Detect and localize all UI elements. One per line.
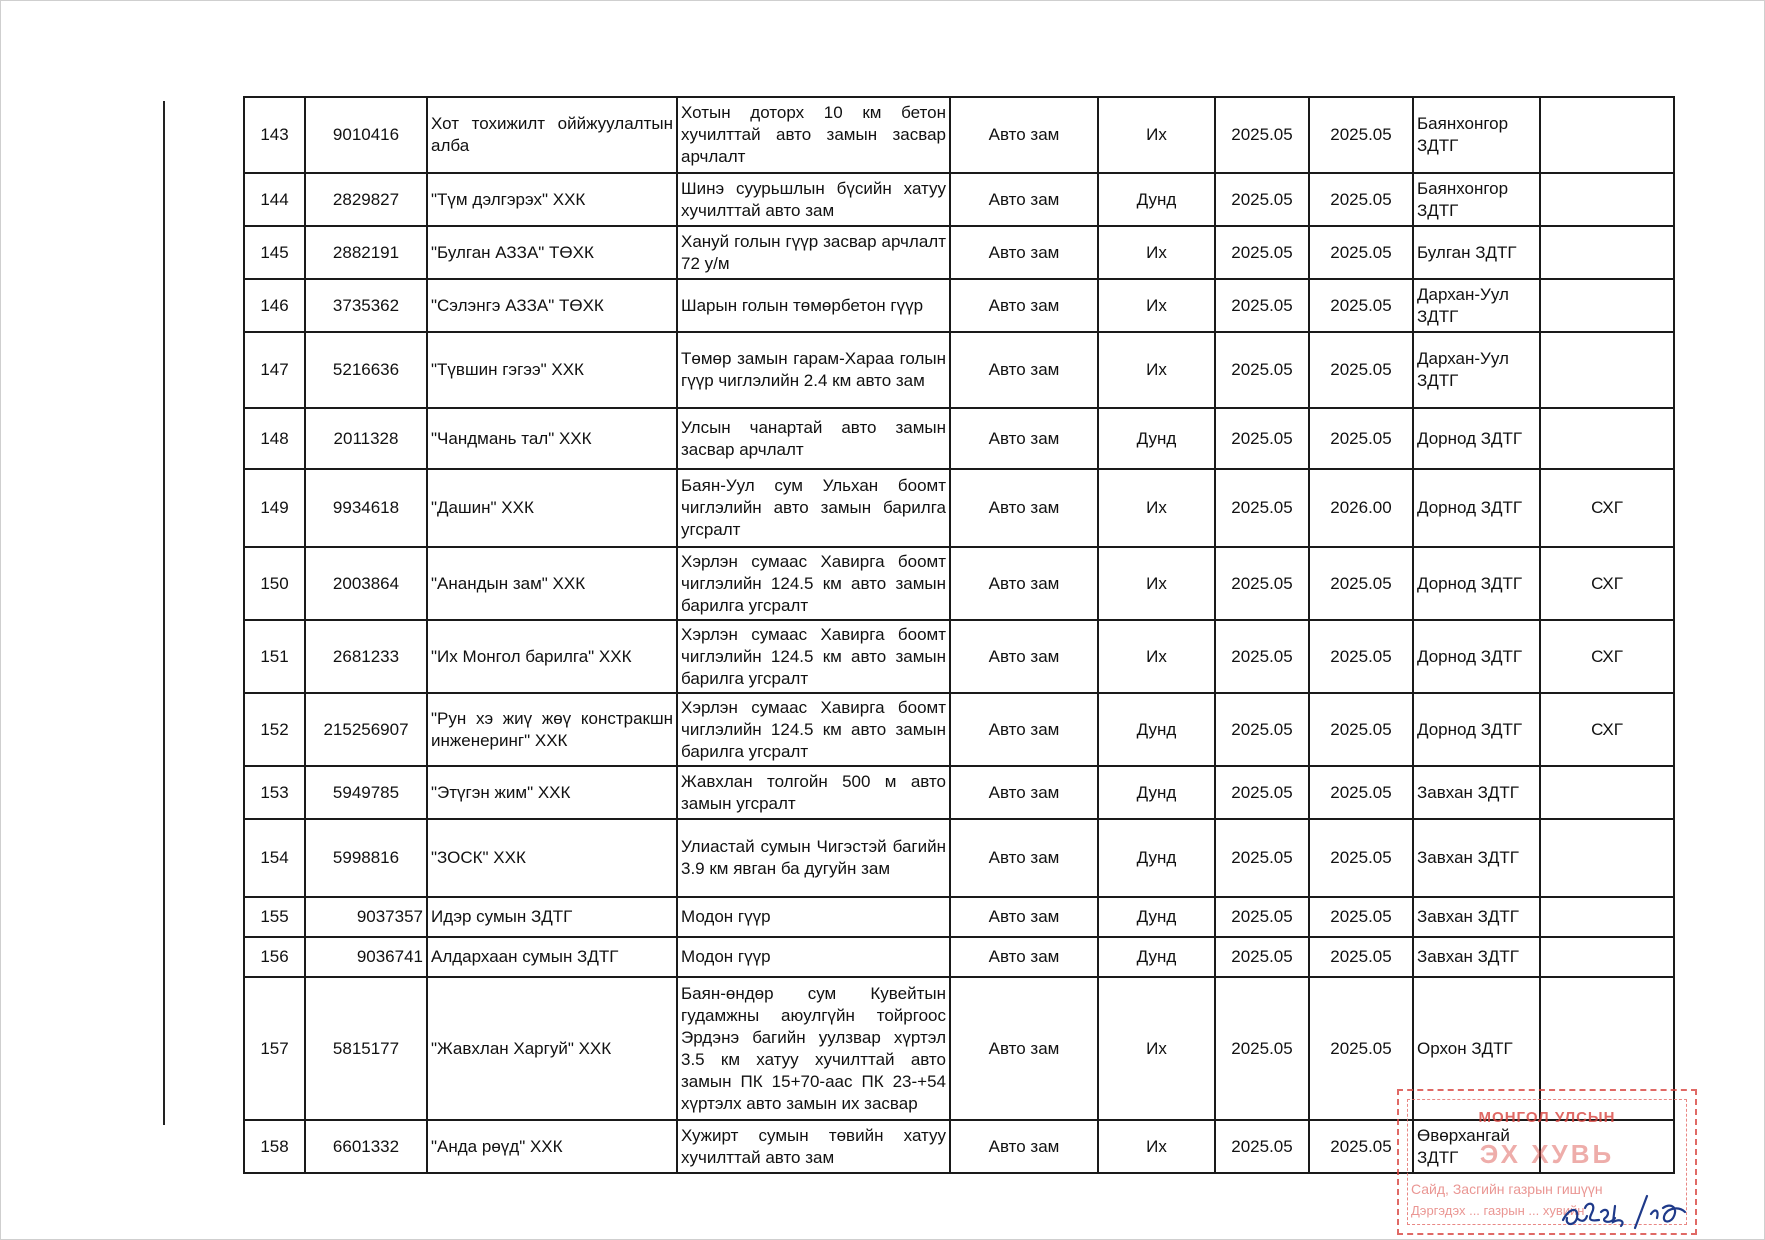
cell-agency: Орхон ЗДТГ (1413, 977, 1540, 1120)
cell-number: 144 (244, 173, 305, 226)
stamp-line-1: МОНГОЛ УЛСЫН (1478, 1109, 1616, 1126)
cell-note: СХГ (1540, 620, 1674, 693)
cell-registry-id: 6601332 (305, 1120, 427, 1173)
cell-organization: "Этүгэн жим" ХХК (427, 766, 677, 819)
cell-work-type: Авто зам (950, 97, 1098, 173)
cell-end-date: 2025.05 (1309, 226, 1413, 279)
table-row (244, 693, 1674, 766)
cell-number: 157 (244, 977, 305, 1120)
cell-start-date: 2025.05 (1215, 620, 1309, 693)
cell-note (1540, 97, 1674, 173)
cell-size: Дунд (1098, 819, 1215, 897)
cell-agency: Завхан ЗДТГ (1413, 897, 1540, 937)
cell-agency: Дархан-Уул ЗДТГ (1413, 332, 1540, 408)
stamp-line-4: Дэргэдэх ... газрын ... хувийн (1411, 1203, 1585, 1218)
cell-end-date: 2025.05 (1309, 693, 1413, 766)
cell-end-date: 2025.05 (1309, 897, 1413, 937)
cell-start-date: 2025.05 (1215, 937, 1309, 977)
table-row (244, 819, 1674, 897)
cell-number: 156 (244, 937, 305, 977)
cell-work-description: Шарын голын төмөрбетон гүүр (677, 279, 950, 332)
cell-note (1540, 279, 1674, 332)
cell-start-date: 2025.05 (1215, 766, 1309, 819)
table-row (244, 547, 1674, 620)
table-row (244, 937, 1674, 977)
cell-work-type: Авто зам (950, 1120, 1098, 1173)
cell-organization: "Чандмань тал" ХХК (427, 408, 677, 469)
cell-organization: "Түм дэлгэрэх" ХХК (427, 173, 677, 226)
cell-note: СХГ (1540, 693, 1674, 766)
cell-note (1540, 937, 1674, 977)
cell-agency: Дорнод ЗДТГ (1413, 469, 1540, 547)
cell-organization: "Анда рөүд" ХХК (427, 1120, 677, 1173)
cell-work-description: Хануй голын гүүр засвар арчлалт 72 у/м (677, 226, 950, 279)
cell-work-type: Авто зам (950, 937, 1098, 977)
cell-start-date: 2025.05 (1215, 226, 1309, 279)
cell-note (1540, 766, 1674, 819)
cell-work-description: Хэрлэн сумаас Хавирга боомт чиглэлийн 124.5 км авто замын барилга угсралт (677, 547, 950, 620)
cell-end-date: 2025.05 (1309, 279, 1413, 332)
cell-number: 150 (244, 547, 305, 620)
cell-organization: "Жавхлан Харгуй" ХХК (427, 977, 677, 1120)
cell-work-type: Авто зам (950, 766, 1098, 819)
cell-organization: Алдархаан сумын ЗДТГ (427, 937, 677, 977)
cell-work-type: Авто зам (950, 547, 1098, 620)
cell-number: 146 (244, 279, 305, 332)
cell-registry-id: 2882191 (305, 226, 427, 279)
cell-end-date: 2025.05 (1309, 819, 1413, 897)
cell-work-type: Авто зам (950, 819, 1098, 897)
cell-end-date: 2025.05 (1309, 620, 1413, 693)
cell-number: 147 (244, 332, 305, 408)
cell-organization: "Түвшин гэгээ" ХХК (427, 332, 677, 408)
cell-start-date: 2025.05 (1215, 897, 1309, 937)
cell-agency: Баянхонгор ЗДТГ (1413, 173, 1540, 226)
cell-number: 153 (244, 766, 305, 819)
cell-number: 145 (244, 226, 305, 279)
cell-start-date: 2025.05 (1215, 469, 1309, 547)
cell-note (1540, 897, 1674, 937)
registry-table-wrapper (243, 96, 1675, 1174)
cell-work-type: Авто зам (950, 977, 1098, 1120)
cell-size: Их (1098, 620, 1215, 693)
table-row (244, 408, 1674, 469)
cell-registry-id: 9037357 (305, 897, 427, 937)
cell-organization: "Их Монгол барилга" ХХК (427, 620, 677, 693)
cell-work-description: Хотын доторх 10 км бетон хучилттай авто замын засвар арчлалт (677, 97, 950, 173)
cell-work-description: Хэрлэн сумаас Хавирга боомт чиглэлийн 124.5 км авто замын барилга угсралт (677, 693, 950, 766)
cell-end-date: 2025.05 (1309, 408, 1413, 469)
handwritten-signature (1555, 1178, 1705, 1238)
cell-number: 154 (244, 819, 305, 897)
cell-start-date: 2025.05 (1215, 819, 1309, 897)
table-row (244, 469, 1674, 547)
table-row (244, 226, 1674, 279)
cell-agency: Баянхонгор ЗДТГ (1413, 97, 1540, 173)
cell-agency: Дархан-Уул ЗДТГ (1413, 279, 1540, 332)
cell-number: 152 (244, 693, 305, 766)
cell-agency: Дорнод ЗДТГ (1413, 693, 1540, 766)
cell-size: Их (1098, 1120, 1215, 1173)
cell-number: 149 (244, 469, 305, 547)
cell-start-date: 2025.05 (1215, 408, 1309, 469)
table-row (244, 97, 1674, 173)
cell-organization: "ЗОСК" ХХК (427, 819, 677, 897)
cell-work-type: Авто зам (950, 279, 1098, 332)
cell-end-date: 2025.05 (1309, 937, 1413, 977)
cell-end-date: 2025.05 (1309, 977, 1413, 1120)
cell-work-description: Улиастай сумын Чигэстэй багийн 3.9 км явган ба дугуйн зам (677, 819, 950, 897)
cell-registry-id: 215256907 (305, 693, 427, 766)
cell-work-type: Авто зам (950, 332, 1098, 408)
cell-start-date: 2025.05 (1215, 693, 1309, 766)
table-row (244, 173, 1674, 226)
cell-start-date: 2025.05 (1215, 977, 1309, 1120)
cell-note: СХГ (1540, 469, 1674, 547)
road-works-table (243, 96, 1675, 1174)
cell-agency: Завхан ЗДТГ (1413, 819, 1540, 897)
cell-size: Их (1098, 547, 1215, 620)
stamp-line-3: Сайд, Засгийн газрын гишүүн (1411, 1181, 1603, 1197)
cell-work-description: Төмөр замын гарам-Хараа голын гүүр чиглэлийн 2.4 км авто зам (677, 332, 950, 408)
cell-agency: Дорнод ЗДТГ (1413, 547, 1540, 620)
table-row (244, 332, 1674, 408)
cell-agency: Өвөрхангай ЗДТГ (1413, 1120, 1540, 1173)
cell-work-type: Авто зам (950, 897, 1098, 937)
cell-organization: "Анандын зам" ХХК (427, 547, 677, 620)
cell-registry-id: 2829827 (305, 173, 427, 226)
cell-size: Их (1098, 97, 1215, 173)
cell-registry-id: 9934618 (305, 469, 427, 547)
cell-size: Их (1098, 977, 1215, 1120)
cell-number: 158 (244, 1120, 305, 1173)
cell-size: Их (1098, 279, 1215, 332)
cell-end-date: 2025.05 (1309, 766, 1413, 819)
cell-work-type: Авто зам (950, 408, 1098, 469)
cell-agency: Дорнод ЗДТГ (1413, 408, 1540, 469)
cell-work-type: Авто зам (950, 693, 1098, 766)
table-row (244, 897, 1674, 937)
cell-work-description: Хужирт сумын төвийн хатуу хучилттай авто зам (677, 1120, 950, 1173)
cell-registry-id: 2003864 (305, 547, 427, 620)
cell-work-description: Баян-Уул сум Ульхан боомт чиглэлийн авто замын барилга угсралт (677, 469, 950, 547)
cell-note (1540, 408, 1674, 469)
cell-agency: Дорнод ЗДТГ (1413, 620, 1540, 693)
cell-start-date: 2025.05 (1215, 97, 1309, 173)
cell-organization: Хот тохижилт оййжуулалтын алба (427, 97, 677, 173)
cell-note (1540, 332, 1674, 408)
cell-start-date: 2025.05 (1215, 1120, 1309, 1173)
cell-size: Дунд (1098, 937, 1215, 977)
cell-end-date: 2026.00 (1309, 469, 1413, 547)
cell-size: Дунд (1098, 897, 1215, 937)
cell-work-description: Модон гүүр (677, 937, 950, 977)
cell-work-description: Хэрлэн сумаас Хавирга боомт чиглэлийн 124.5 км авто замын барилга угсралт (677, 620, 950, 693)
cell-agency: Завхан ЗДТГ (1413, 937, 1540, 977)
cell-note: СХГ (1540, 547, 1674, 620)
cell-organization: Идэр сумын ЗДТГ (427, 897, 677, 937)
cell-work-description: Жавхлан толгойн 500 м авто замын угсралт (677, 766, 950, 819)
table-row (244, 766, 1674, 819)
cell-size: Дунд (1098, 173, 1215, 226)
stamp-line-2: ЭХ ХУВЬ (1479, 1139, 1615, 1169)
cell-start-date: 2025.05 (1215, 547, 1309, 620)
table-row (244, 620, 1674, 693)
cell-work-type: Авто зам (950, 620, 1098, 693)
cell-registry-id: 5949785 (305, 766, 427, 819)
cell-work-type: Авто зам (950, 469, 1098, 547)
cell-start-date: 2025.05 (1215, 173, 1309, 226)
cell-work-description: Улсын чанартай авто замын засвар арчлалт (677, 408, 950, 469)
cell-organization: "Рун хэ жиү жөү констракшн инженеринг" ХХК (427, 693, 677, 766)
cell-number: 151 (244, 620, 305, 693)
cell-registry-id: 5216636 (305, 332, 427, 408)
cell-work-description: Шинэ суурьшлын бүсийн хатуу хучилттай авто зам (677, 173, 950, 226)
cell-note (1540, 819, 1674, 897)
cell-work-description: Модон гүүр (677, 897, 950, 937)
binding-margin-line (163, 101, 165, 1125)
cell-work-description: Баян-өндөр сум Кувейтын гудамжны аюулгүйн тойргоос Эрдэнэ багийн уулзвар хүртэл 3.5 км хатуу хучилттай авто замын ПК 15+70-аас ПК 23-+54 хүртэлх авто замын их засвар (677, 977, 950, 1120)
cell-registry-id: 2681233 (305, 620, 427, 693)
cell-registry-id: 3735362 (305, 279, 427, 332)
cell-size: Дунд (1098, 693, 1215, 766)
cell-size: Их (1098, 332, 1215, 408)
cell-size: Их (1098, 226, 1215, 279)
cell-number: 148 (244, 408, 305, 469)
cell-organization: "Дашин" ХХК (427, 469, 677, 547)
cell-agency: Завхан ЗДТГ (1413, 766, 1540, 819)
cell-start-date: 2025.05 (1215, 332, 1309, 408)
cell-number: 155 (244, 897, 305, 937)
cell-registry-id: 2011328 (305, 408, 427, 469)
cell-registry-id: 5998816 (305, 819, 427, 897)
cell-registry-id: 5815177 (305, 977, 427, 1120)
cell-note (1540, 173, 1674, 226)
cell-note (1540, 226, 1674, 279)
cell-end-date: 2025.05 (1309, 173, 1413, 226)
cell-end-date: 2025.05 (1309, 332, 1413, 408)
cell-start-date: 2025.05 (1215, 279, 1309, 332)
cell-work-type: Авто зам (950, 226, 1098, 279)
cell-end-date: 2025.05 (1309, 547, 1413, 620)
cell-registry-id: 9036741 (305, 937, 427, 977)
cell-agency: Булган ЗДТГ (1413, 226, 1540, 279)
cell-end-date: 2025.05 (1309, 1120, 1413, 1173)
table-row (244, 279, 1674, 332)
cell-end-date: 2025.05 (1309, 97, 1413, 173)
cell-organization: "Булган АЗЗА" ТӨХК (427, 226, 677, 279)
cell-work-type: Авто зам (950, 173, 1098, 226)
cell-number: 143 (244, 97, 305, 173)
cell-size: Дунд (1098, 766, 1215, 819)
cell-size: Их (1098, 469, 1215, 547)
cell-organization: "Сэлэнгэ АЗЗА" ТӨХК (427, 279, 677, 332)
cell-size: Дунд (1098, 408, 1215, 469)
cell-registry-id: 9010416 (305, 97, 427, 173)
